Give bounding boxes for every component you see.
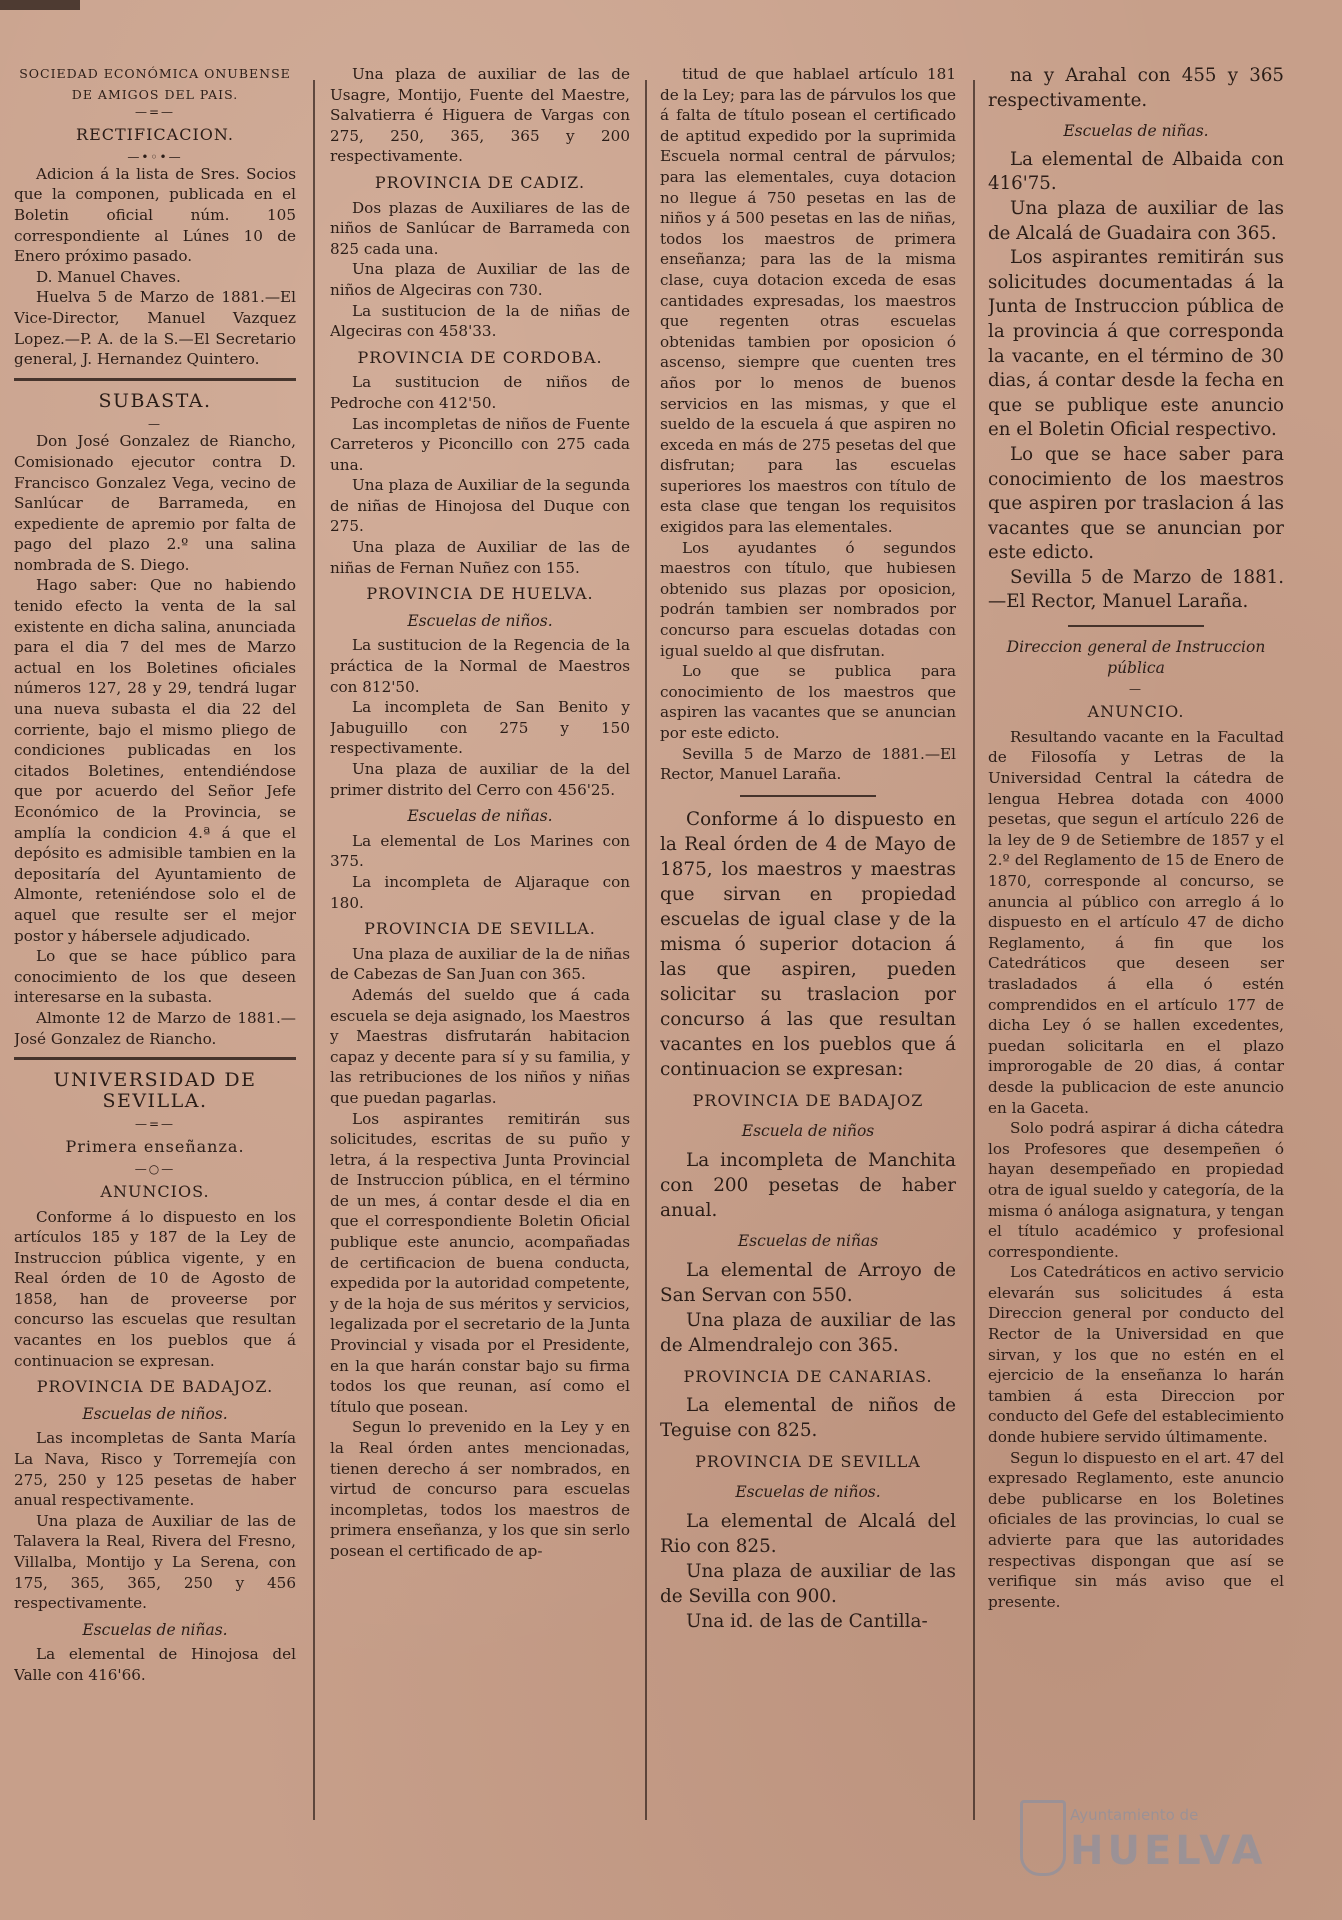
watermark-line-1: Ayuntamiento de xyxy=(1070,1806,1199,1824)
society-heading: SOCIEDAD ECONÓMICA ONUBENSE xyxy=(19,66,291,81)
rectificacion-text: Adicion á la lista de Sres. Socios que la componen, publicada en el Boletin oficial núm. 105 correspondiente al Lúnes 10 de Enero próximo pasado. xyxy=(14,164,296,266)
cordoba-paragraph: La sustitucion de niños de Pedroche con 412'50. xyxy=(330,373,630,412)
section-divider xyxy=(740,795,876,797)
auxiliar-paragraph: Una plaza de auxiliar de las de Usagre, Montijo, Fuente del Maestre, Salvatierra é Higuera de Vargas con 275, 250, 365, 365 y 200 respectivamente. xyxy=(330,65,630,166)
publica-paragraph: Lo que se hace saber para conocimiento de los maestros que aspiren por traslacion á las vacantes que se anuncian por este edicto. xyxy=(988,443,1284,564)
vacante-paragraph: Una plaza de auxiliar de las de Alcalá de Guadaira con 365. xyxy=(988,197,1284,244)
section-divider xyxy=(1068,625,1204,627)
sevilla-paragraph: Una plaza de auxiliar de la de niñas de Cabezas de San Juan con 365. xyxy=(330,944,630,984)
subasta-paragraph: Don José Gonzalez de Riancho, Comisionado ejecutor contra D. Francisco Gonzalez Vega, vecino de Sanlúcar de Barrameda, en expediente de apremio por falta de pago del plazo 2.º una salina nombrada de S. Diego. xyxy=(14,432,296,574)
badajoz-paragraph: Las incompletas de Santa María La Nava, Risco y Torremejía con 275, 250 y 125 pesetas de haber anual respectivamente. xyxy=(14,1429,296,1510)
subasta-title: SUBASTA. xyxy=(98,389,212,412)
badajoz-paragraph: La incompleta de Manchita con 200 pesetas de haber anual. xyxy=(660,1149,956,1221)
huelva-paragraph: Una plaza de auxiliar de la del primer distrito del Cerro con 456'25. xyxy=(330,760,630,799)
vacante-paragraph: La elemental de Albaida con 416'75. xyxy=(988,148,1284,195)
universidad-title: UNIVERSIDAD DE SEVILLA. xyxy=(53,1069,257,1112)
canarias-title: PROVINCIA DE CANARIAS. xyxy=(683,1366,933,1386)
canarias-paragraph: La elemental de niños de Teguise con 825. xyxy=(660,1394,956,1441)
continuation-paragraph: titud de que hablael artículo 181 de la Ley; para las de párvulos los que á falta de título posean el certificado de aptitud expedido por la suprimida Escuela normal central de párvulos; para las elementales, cuya dotacion no llegue á 750 pesetas en las de niños y á 500 pesetas en las de niñas, todos los maestros de primera enseñanza; para las de la misma clase, cuya dotacion exceda de esas cantidades expresadas, los maestros que regenten otras escuelas obtenidas tambien por oposicion ó ascenso, siempre que cuenten tres años por lo menos de buenos servicios en las mismas, y que el sueldo de la escuela á que aspiren no exceda en más de 275 pesetas del que disfrutan; para las escuelas superiores los maestros con título de esta clase que tengan los requisitos exigidos para las elementales. xyxy=(660,65,956,537)
cadiz-paragraph: La sustitucion de la de niñas de Algeciras con 458'33. xyxy=(330,301,630,341)
badajoz-title: PROVINCIA DE BADAJOZ xyxy=(692,1090,924,1110)
anuncio-title: ANUNCIO. xyxy=(1087,702,1185,722)
ornament: —○— xyxy=(134,1161,176,1176)
rectificacion-name: D. Manuel Chaves. xyxy=(36,267,181,286)
ornament: —=— xyxy=(134,1117,176,1132)
sevilla-title: PROVINCIA DE SEVILLA. xyxy=(364,919,596,939)
cadiz-paragraph: Dos plazas de Auxiliares de las de niños de Sanlúcar de Barrameda con 825 cada una. xyxy=(330,198,630,258)
rectificacion-title: RECTIFICACION. xyxy=(76,125,234,145)
escuelas-ninas-subheading: Escuelas de niñas. xyxy=(82,1620,228,1639)
escuelas-ninas-subheading: Escuelas de niñas. xyxy=(407,807,553,826)
sevilla-title: PROVINCIA DE SEVILLA xyxy=(695,1451,921,1471)
watermark-line-2: HUELVA xyxy=(1070,1828,1267,1874)
shield-icon xyxy=(1020,1800,1066,1876)
conforme-paragraph: Conforme á lo dispuesto en la Real órden de 4 de Mayo de 1875, los maestros y maestras que sirvan en propiedad escuelas de igual clase y de la misma ó superior dotacion á las que aspiren, pueden solicitar su traslacion por concurso á las que resultan vacantes en los pueblos que á continuacion se expresan: xyxy=(660,808,956,1080)
cordoba-title: PROVINCIA DE CORDOBA. xyxy=(357,347,603,367)
rector-signature: Sevilla 5 de Marzo de 1881.—El Rector, Manuel Laraña. xyxy=(988,566,1284,613)
huelva-paragraph: La sustitucion de la Regencia de la práctica de la Normal de Maestros con 812'50. xyxy=(330,636,630,696)
aspirantes-paragraph: Los aspirantes remitirán sus solicitudes documentadas á la Junta de Instruccion pública de la provincia á que corresponda la vacante, en el término de 30 dias, á contar desde la fecha en que se publique este anuncio en el Boletin Oficial respectivo. xyxy=(988,247,1284,441)
traslacion-notice xyxy=(660,807,956,1634)
cordoba-paragraph: Una plaza de Auxiliar de las de niñas de Fernan Nuñez con 155. xyxy=(330,538,630,577)
column-3 xyxy=(660,64,956,1854)
sevilla-paragraph: Una plaza de auxiliar de las de Sevilla con 900. xyxy=(660,1560,956,1607)
ornament: —•◦•— xyxy=(127,149,183,164)
rectificacion-signature: Huelva 5 de Marzo de 1881.—El Vice-Director, Manuel Vazquez Lopez.—P. A. de la S.—El Secretario general, J. Hernandez Quintero. xyxy=(14,288,296,369)
primera-ensenanza: Primera enseñanza. xyxy=(65,1137,245,1157)
huelva-paragraph: La incompleta de San Benito y Jabuguillo con 275 y 150 respectivamente. xyxy=(330,698,630,758)
ayudantes-paragraph: Los ayudantes ó segundos maestros con título, que hubiesen obtenido sus plazas por oposicion, podrán tambien ser nombrados por concurso para escuelas dotadas con igual sueldo al que disfrutan. xyxy=(660,538,956,660)
column-rule xyxy=(313,80,315,1820)
anuncio-paragraph: Solo podrá aspirar á dicha cátedra los Profesores que desempeñen ó hayan desempeñado en propiedad otra de igual sueldo y categoría, de la misma ó análoga asignatura, y tengan el título académico y profesional correspondiente. xyxy=(988,1119,1284,1261)
cadiz-title: PROVINCIA DE CADIZ. xyxy=(374,172,586,192)
anuncio-paragraph: Los Catedráticos en activo servicio elevarán sus solicitudes á esta Direccion general por conducto del Rector de la Universidad en que sirvan, y los que no estén en el ejercicio de la enseñanza lo harán tambien á esta Direccion por conducto del Gefe del establecimiento donde hubiere servido últimamente. xyxy=(988,1263,1284,1447)
ornament: — xyxy=(148,417,162,432)
continuation-paragraph: na y Arahal con 455 y 365 respectivamente. xyxy=(988,65,1284,111)
escuelas-ninos-subheading: Escuelas de niños. xyxy=(407,611,553,630)
cadiz-paragraph: Una plaza de Auxiliar de las de niños de Algeciras con 730. xyxy=(330,260,630,299)
cordoba-paragraph: Las incompletas de niños de Fuente Carreteros y Piconcillo con 275 cada una. xyxy=(330,414,630,474)
traslacion-notice-continued xyxy=(988,64,1284,615)
badajoz-paragraph: Una plaza de Auxiliar de las de Talavera la Real, Rivera del Fresno, Villalba, Montijo y La Serena, con 175, 365, 365, 250 y 456 respectivamente. xyxy=(14,1511,296,1613)
huelva-paragraph: La incompleta de Aljaraque con 180. xyxy=(330,872,630,912)
escuelas-ninas-subheading: Escuelas de niñas xyxy=(737,1231,879,1250)
society-subheading: DE AMIGOS DEL PAIS. xyxy=(71,86,239,102)
anuncio-paragraph: Resultando vacante en la Facultad de Filosofía y Letras de la Universidad Central la cátedra de lengua Hebrea dotada con 4000 pesetas, que segun el artículo 226 de la ley de 9 de Setiembre de 1857 y el 2.º del Reglamento de 15 de Enero de 1870, corresponde al concurso, se anuncia al público con arreglo á lo dispuesto en el artículo 47 de dicho Reglamento, á fin que los Catedráticos que deseen ser trasladados á ella ó estén comprendidos en el artículo 177 de dicha Ley ó se hallen excedentes, puedan solicitarla en el plazo improrogable de 20 dias, á contar desde la publicacion de este anuncio en la Gaceta. xyxy=(988,727,1284,1117)
column-1 xyxy=(14,64,296,1804)
column-4 xyxy=(988,64,1284,1854)
sevilla-paragraph: Segun lo prevenido en la Ley y en la Real órden antes mencionadas, tienen derecho á ser nombrados, en virtud de concurso para escuelas incompletas, todos los maestros de primera enseñanza, y los que sin serlo posean el certificado de ap- xyxy=(330,1418,630,1560)
ornament: — xyxy=(1129,682,1143,697)
subasta-paragraph: Hago saber: Que no habiendo tenido efecto la venta de la sal existente en dicha salina, anunciada para el dia 7 del mes de Marzo actual en los Boletines oficiales números 127, 28 y 29, tendrá lugar una nueva subasta el dia 22 del corriente, bajo el mismo pliego de condiciones publicadas en los citados Boletines, entendiéndose que por acuerdo del Señor Jefe Económico de la Provincia, se amplía la condicion 4.ª á que el depósito es admisible tambien en la depositaría del Ayuntamiento de Almonte, reteniéndose solo el de aquel que resulte ser el mejor postor y hábersele adjudicado. xyxy=(14,576,296,945)
badajoz-paragraph: La elemental de Arroyo de San Servan con 550. xyxy=(660,1259,956,1306)
sevilla-paragraph: Una id. de las de Cantilla- xyxy=(686,1610,928,1632)
sevilla-paragraph: La elemental de Alcalá del Rio con 825. xyxy=(660,1510,956,1557)
badajoz-title: PROVINCIA DE BADAJOZ. xyxy=(36,1377,274,1397)
column-rule xyxy=(645,80,647,1820)
direccion-general-heading: Direccion general de Instruccion pública xyxy=(1006,638,1266,677)
escuelas-ninas-subheading: Escuelas de niñas. xyxy=(1063,122,1209,141)
anuncios-title: ANUNCIOS. xyxy=(100,1181,210,1201)
subasta-paragraph: Lo que se hace público para conocimiento de los que deseen interesarse en la subasta. xyxy=(14,947,296,1007)
badajoz-paragraph: La elemental de Hinojosa del Valle con 416'66. xyxy=(14,1645,296,1684)
publica-paragraph: Lo que se publica para conocimiento de los maestros que aspiren las vacantes que se anuncian por este edicto. xyxy=(660,662,956,742)
section-divider xyxy=(14,1057,296,1060)
column-rule xyxy=(973,80,975,1820)
sevilla-paragraph: Los aspirantes remitirán sus solicitudes, escritas de su puño y letra, á la respectiva Junta Provincial de Instruccion pública, en el término de un mes, á contar desde el dia en que el correspondiente Boletin Oficial publique este anuncio, acompañadas de certificacion de buena conducta, expedida por la autoridad competente, y de la hoja de sus méritos y servicios, legalizada por el secretario de la Junta Provincial y visada por el Presidente, en la que harán constar bajo su firma todos los que reunan, así como el título que posean. xyxy=(330,1109,630,1416)
anuncio-paragraph: Segun lo dispuesto en el art. 47 del expresado Reglamento, este anuncio debe publicarse en los Boletines oficiales de las provincias, lo cual se advierte para que las autoridades respectivas dispongan que así se verifique sin más aviso que el presente. xyxy=(988,1448,1284,1611)
escuela-ninos-subheading: Escuela de niños xyxy=(741,1121,875,1140)
huelva-paragraph: La elemental de Los Marines con 375. xyxy=(330,831,630,871)
huelva-title: PROVINCIA DE HUELVA. xyxy=(366,584,594,604)
badajoz-paragraph: Una plaza de auxiliar de las de Almendralejo con 365. xyxy=(660,1309,956,1356)
rector-signature: Sevilla 5 de Marzo de 1881.—El Rector, Manuel Laraña. xyxy=(660,744,956,784)
sevilla-paragraph: Además del sueldo que á cada escuela se deja asignado, los Maestros y Maestras disfrutarán habitacion capaz y decente para sí y su familia, y las retribuciones de los niños y niñas que puedan pagarlas. xyxy=(330,985,630,1107)
section-divider xyxy=(14,378,296,381)
cordoba-paragraph: Una plaza de Auxiliar de la segunda de niñas de Hinojosa del Duque con 275. xyxy=(330,476,630,536)
subasta-signature: Almonte 12 de Marzo de 1881.—José Gonzalez de Riancho. xyxy=(14,1008,296,1048)
ornament: —=— xyxy=(134,105,176,120)
archive-watermark xyxy=(1020,1770,1320,1890)
escuelas-ninos-subheading: Escuelas de niños. xyxy=(82,1404,228,1423)
top-corner-mark xyxy=(0,0,80,10)
escuelas-ninos-subheading: Escuelas de niños. xyxy=(735,1482,881,1501)
column-2 xyxy=(330,64,630,1854)
anuncios-paragraph: Conforme á lo dispuesto en los artículos 185 y 187 de la Ley de Instruccion pública vigente, y en Real órden de 10 de Agosto de 1858, han de proveerse por concurso las escuelas que resultan vacantes en los pueblos que á continuacion se expresan. xyxy=(14,1207,296,1370)
